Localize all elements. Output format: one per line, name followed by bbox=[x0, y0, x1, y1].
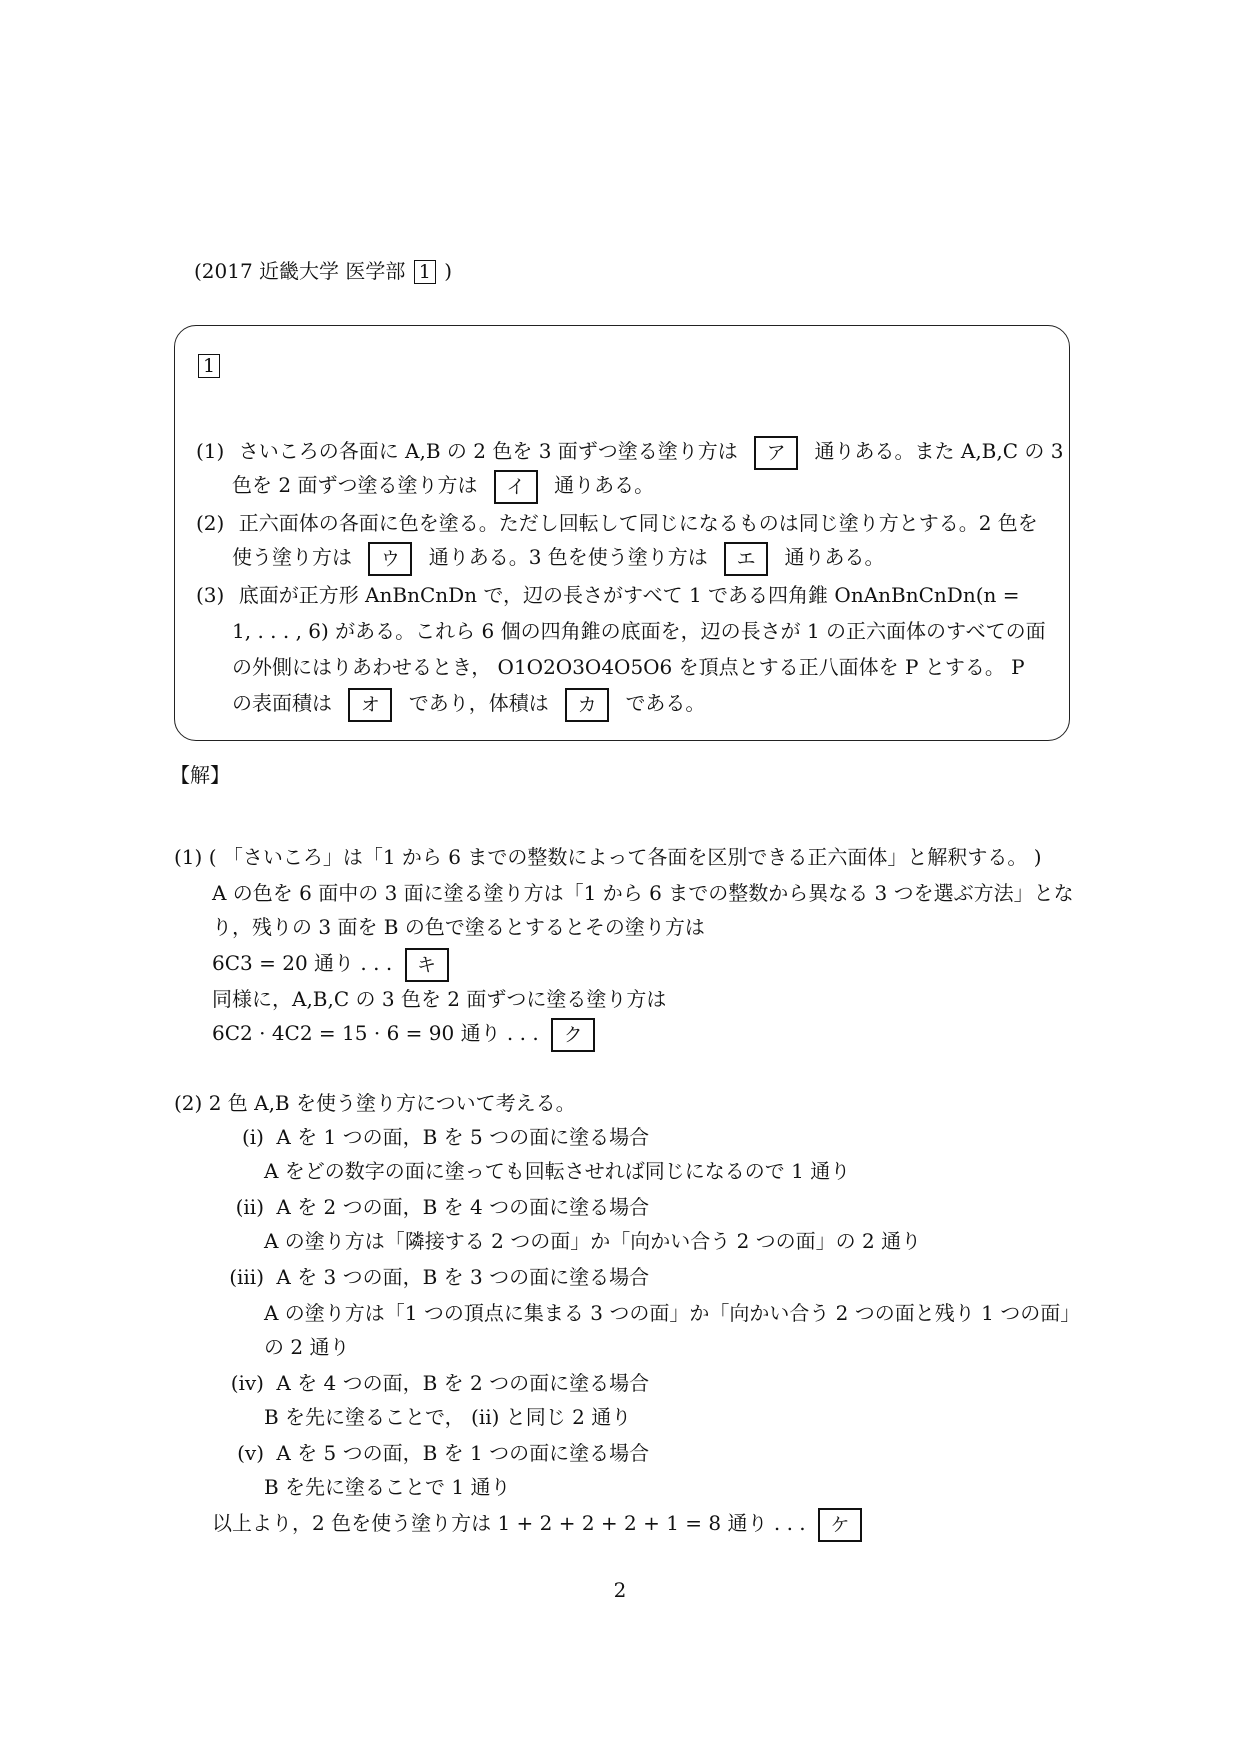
problem-1-line-2 bbox=[232, 468, 654, 504]
problem-3-text-e: であり，体積は bbox=[408, 691, 549, 715]
case-v-body: B を先に塗ることで 1 通り bbox=[264, 1475, 511, 1499]
problem-3-text-f: である。 bbox=[625, 691, 706, 715]
solution-1-formula-1: 6C3 = 20 通り . . . bbox=[212, 951, 393, 975]
case-v-title-text: A を 5 つの面，B を 1 つの面に塗る場合 bbox=[276, 1441, 650, 1465]
solution-1-line-2: A の色を 6 面中の 3 面に塗る塗り方は「1 から 6 までの整数から異なる 3 つを選ぶ方法」とな bbox=[212, 881, 1074, 905]
solution-1-line-4 bbox=[212, 946, 459, 982]
case-iii-title bbox=[216, 1260, 649, 1294]
case-iii-body-2: の 2 通り bbox=[264, 1335, 350, 1359]
source-prefix: (2017 近畿大学 医学部 bbox=[194, 259, 406, 283]
problem-1-text-b: 通りある。また A,B,C の 3 bbox=[814, 439, 1064, 463]
answer-box-o: オ bbox=[348, 688, 392, 722]
answer-box-ka: カ bbox=[565, 688, 609, 722]
problem-2-text-d: 通りある。 bbox=[784, 545, 885, 569]
case-iii-title-text: A を 3 つの面，B を 3 つの面に塗る場合 bbox=[276, 1265, 650, 1289]
source-problem-box: 1 bbox=[414, 260, 436, 284]
solution-2-line-1: (2) 2 色 A,B を使う塗り方について考える。 bbox=[174, 1091, 576, 1115]
problem-2-text-b: 使う塗り方は bbox=[232, 545, 352, 569]
solution-1-line-3: り，残りの 3 面を B の色で塗るとするとその塗り方は bbox=[212, 915, 705, 939]
problem-1-text-a: さいころの各面に A,B の 2 色を 3 面ずつ塗る塗り方は bbox=[238, 439, 738, 463]
case-iii-body: A の塗り方は「1 つの頂点に集まる 3 つの面」か「向かい合う 2 つの面と残り 1 つの面」 bbox=[264, 1301, 1081, 1325]
case-ii-title-text: A を 2 つの面，B を 4 つの面に塗る場合 bbox=[276, 1195, 650, 1219]
problem-3-line-2 bbox=[232, 614, 1046, 648]
problem-3-line-1 bbox=[196, 578, 1020, 612]
problem-3-text-a: 底面が正方形 AnBnCnDn で，辺の長さがすべて 1 である四角錐 OnAnBnCnDn(n = bbox=[238, 583, 1020, 607]
answer-box-u: ウ bbox=[368, 542, 412, 576]
answer-box-e: エ bbox=[724, 542, 768, 576]
answer-box-ki: キ bbox=[405, 948, 449, 982]
problem-2-text-c: 通りある。3 色を使う塗り方は bbox=[428, 545, 708, 569]
case-i-body: A をどの数字の面に塗っても回転させれば同じになるので 1 通り bbox=[264, 1159, 851, 1183]
answer-box-ku: ク bbox=[551, 1018, 595, 1052]
problem-3-line-4 bbox=[232, 686, 705, 722]
problem-2-line-2 bbox=[232, 540, 885, 576]
case-i-title bbox=[228, 1120, 649, 1154]
case-iii-label: (iii) bbox=[229, 1265, 264, 1289]
page-number: 2 bbox=[613, 1578, 627, 1602]
problem-1-text-d: 通りある。 bbox=[554, 473, 655, 497]
case-ii-title bbox=[222, 1190, 649, 1224]
problem-1-label: (1) bbox=[196, 439, 225, 463]
problem-2-text-a: 正六面体の各面に色を塗る。ただし回転して同じになるものは同じ塗り方とする。2 色を bbox=[238, 511, 1038, 535]
solution-1-line-5: 同様に，A,B,C の 3 色を 2 面ずつに塗る塗り方は bbox=[212, 987, 667, 1011]
answer-box-i: イ bbox=[494, 470, 538, 504]
problem-3-text-c: の外側にはりあわせるとき， O1O2O3O4O5O6 を頂点とする正八面体を P とする。 P bbox=[232, 655, 1025, 679]
solution-2-conclusion bbox=[212, 1506, 872, 1542]
source-suffix: ) bbox=[444, 259, 453, 283]
case-ii-body: A の塗り方は「隣接する 2 つの面」か「向かい合う 2 つの面」の 2 通り bbox=[264, 1229, 922, 1253]
solution-1-line-1: (1) ( 「さいころ」は「1 から 6 までの整数によって各面を区別できる正六面体」と解釈する。 ) bbox=[174, 845, 1042, 869]
problem-2-line-1 bbox=[196, 506, 1038, 540]
problem-3-text-d: の表面積は bbox=[232, 691, 332, 715]
case-iv-title bbox=[216, 1366, 649, 1400]
problem-1-text-c: 色を 2 面ずつ塗る塗り方は bbox=[232, 473, 478, 497]
case-i-label: (i) bbox=[241, 1125, 264, 1149]
problem-2-label: (2) bbox=[196, 511, 225, 535]
case-i-title-text: A を 1 つの面，B を 5 つの面に塗る場合 bbox=[276, 1125, 650, 1149]
problem-3-line-3 bbox=[232, 650, 1025, 684]
case-iv-body: B を先に塗ることで， (ii) と同じ 2 通り bbox=[264, 1405, 632, 1429]
case-iv-label: (iv) bbox=[230, 1371, 264, 1395]
source-header bbox=[194, 254, 452, 288]
problem-3-text-b: 1, . . . , 6) がある。これら 6 個の四角錐の底面を，辺の長さが 1 の正六面体のすべての面 bbox=[232, 619, 1046, 643]
answer-box-ke: ケ bbox=[818, 1508, 862, 1542]
problem-3-label: (3) bbox=[196, 583, 225, 607]
case-iv-title-text: A を 4 つの面，B を 2 つの面に塗る場合 bbox=[276, 1371, 650, 1395]
problem-1-line-1 bbox=[196, 434, 1063, 470]
case-v-title bbox=[222, 1436, 649, 1470]
problem-number bbox=[196, 348, 222, 382]
solution-heading: 【解】 bbox=[170, 763, 230, 787]
case-ii-label: (ii) bbox=[235, 1195, 264, 1219]
solution-1-line-6 bbox=[212, 1016, 605, 1052]
solution-2-conclusion-text: 以上より，2 色を使う塗り方は 1 + 2 + 2 + 2 + 1 = 8 通り . . . bbox=[212, 1511, 806, 1535]
problem-number-box: 1 bbox=[198, 354, 220, 378]
answer-box-a: ア bbox=[754, 436, 798, 470]
solution-1-formula-2: 6C2 · 4C2 = 15 · 6 = 90 通り . . . bbox=[212, 1021, 539, 1045]
case-v-label: (v) bbox=[237, 1441, 264, 1465]
